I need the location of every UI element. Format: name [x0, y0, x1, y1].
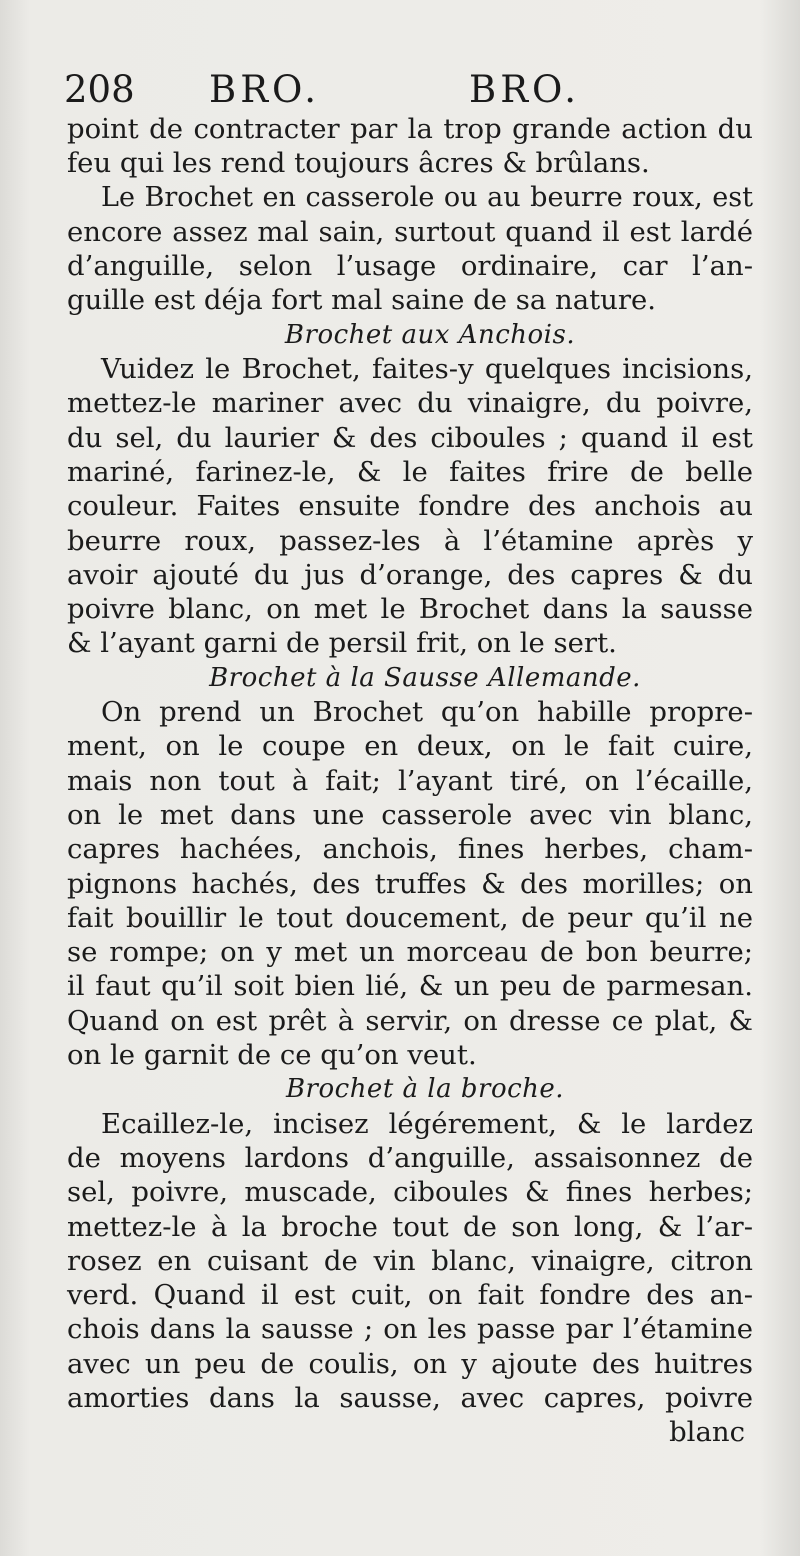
body-text [67, 112, 753, 1450]
text-line: mais non tout à fait; l’ayant tiré, on l’écaille, [67, 764, 753, 797]
text-line: & l’ayant garni de persil frit, on le sert. [67, 627, 617, 660]
text-line: ment, on le coupe en deux, on le fait cuire, [67, 730, 753, 763]
text-line: Quand on est prêt à servir, on dresse ce plat, & [67, 1004, 753, 1037]
text-line: se rompe; on y met un morceau de bon beurre; [67, 936, 753, 969]
text-line: encore assez mal sain, surtout quand il est lardé [67, 215, 753, 248]
text-line: sel, poivre, muscade, ciboules & fines herbes; [67, 1176, 753, 1209]
text-line: mariné, farinez-le, & le faites frire de belle [67, 455, 753, 488]
text-line: mettez-le à la broche tout de son long, & l’ar- [67, 1210, 753, 1243]
text-line: Ecaillez-le, incisez légérement, & le lardez [101, 1107, 753, 1140]
text-line: point de contracter par la trop grande action du [67, 113, 753, 145]
text-line: guille est déja fort mal saine de sa nature. [67, 284, 657, 317]
text-line: mettez-le mariner avec du vinaigre, du poivre, [67, 387, 753, 420]
text-line: on le met dans une casserole avec vin blanc, [67, 798, 753, 831]
text-line: feu qui les rend toujours âcres & brûlans. [67, 147, 650, 180]
text-line: avec un peu de coulis, on y ajoute des huitres [67, 1347, 753, 1380]
text-line: amorties dans la sausse, avec capres, poivre [67, 1381, 753, 1414]
text-line: chois dans la sausse ; on les passe par l’étamine [67, 1313, 753, 1346]
text-line: beurre roux, passez-les à l’étamine après y [67, 524, 753, 557]
text-line: couleur. Faites ensuite fondre des anchois au [67, 490, 753, 523]
text-line: Le Brochet en casserole ou au beurre roux, est [101, 181, 753, 213]
text-line: verd. Quand il est cuit, on fait fondre des an- [67, 1279, 753, 1312]
catchword: blanc [669, 1416, 745, 1449]
text-line: poivre blanc, on met le Brochet dans la sausse [67, 593, 753, 626]
section-heading: Brochet aux Anchois. [284, 319, 576, 350]
text-line: avoir ajouté du jus d’orange, des capres & du [67, 558, 753, 591]
section-heading: Brochet à la broche. [285, 1074, 565, 1105]
section-heading: Brochet à la Sausse Allemande. [209, 662, 641, 693]
text-line: d’anguille, selon l’usage ordinaire, car l’an- [67, 250, 753, 283]
page-header [64, 68, 764, 118]
text-line: On prend un Brochet qu’on habille propre- [101, 696, 753, 729]
text-line: du sel, du laurier & des ciboules ; quand il est [67, 421, 753, 454]
text-line: de moyens lardons d’anguille, assaisonnez de [67, 1141, 753, 1174]
text-line: il faut qu’il soit bien lié, & un peu de parmesan. [67, 970, 753, 1003]
text-line: capres hachées, anchois, fines herbes, cham- [67, 833, 753, 866]
page-number: 208 [64, 68, 135, 111]
text-line: pignons hachés, des truffes & des morilles; on [67, 867, 753, 900]
running-head-right: BRO. [469, 68, 580, 111]
text-line: rosez en cuisant de vin blanc, vinaigre, citron [67, 1244, 753, 1277]
text-line: Vuidez le Brochet, faites-y quelques incisions, [101, 353, 753, 386]
text-line: on le garnit de ce qu’on veut. [67, 1039, 477, 1072]
text-line: fait bouillir le tout doucement, de peur qu’il ne [67, 901, 753, 934]
running-head-left: BRO. [209, 68, 320, 111]
